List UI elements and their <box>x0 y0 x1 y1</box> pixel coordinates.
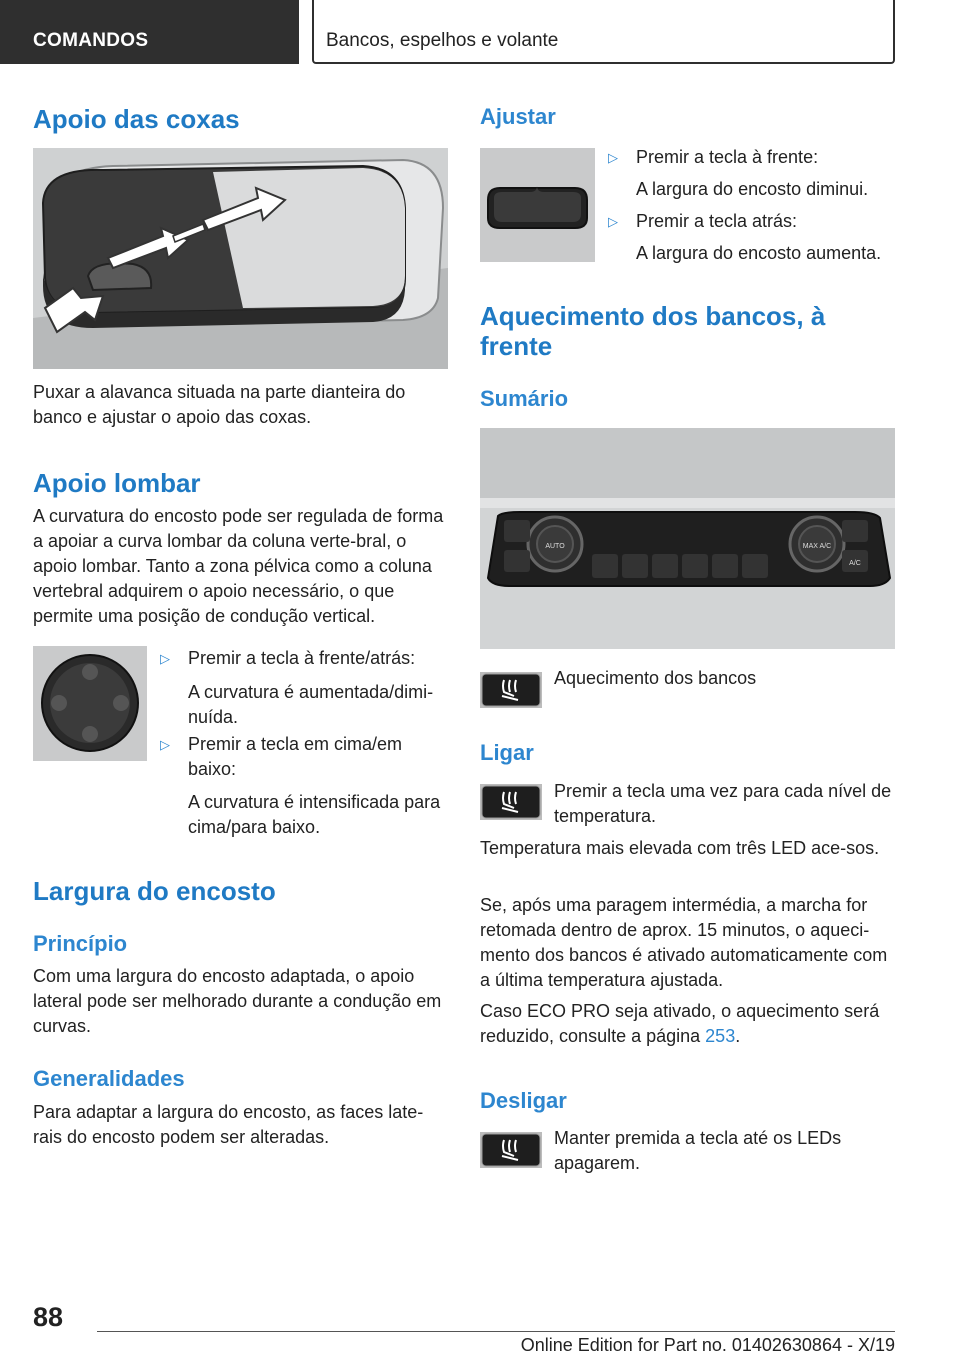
lumbar-bullet-1-detail: A curvatura é aumentada/dimi‐nuída. <box>188 682 434 727</box>
chapter-title: Bancos, espelhos e volante <box>312 0 895 64</box>
seat-heating-icon <box>480 672 542 708</box>
on-text: Premir a tecla uma vez para cada nível de temperatura. <box>554 781 892 826</box>
thigh-support-text: Puxar a alavanca situada na parte dianteira do banco e ajustar o apoio das coxas. <box>33 382 406 427</box>
panel-max-ac-label: MAX A/C <box>802 543 832 550</box>
heading-summary: Sumário <box>480 386 569 411</box>
heading-seat-heating: Aquecimento dos bancos, à frente <box>480 301 826 361</box>
triangle-bullet-icon: ▷ <box>160 651 170 666</box>
heading-lumbar: Apoio lombar <box>33 468 201 498</box>
section-tab: COMANDOS <box>0 0 299 64</box>
heading-off: Desligar <box>480 1088 567 1113</box>
page-link[interactable]: 253 <box>705 1026 736 1046</box>
triangle-bullet-icon: ▷ <box>608 214 618 229</box>
footer-edition: Online Edition for Part no. 01402630864 - X/19 <box>520 1335 895 1355</box>
seat-heating-icon <box>480 784 542 820</box>
triangle-bullet-icon: ▷ <box>608 150 618 165</box>
adjust-bullet-1-detail: A largura do encosto diminui. <box>636 179 869 199</box>
seat-heating-icon <box>480 1132 542 1168</box>
heading-adjust: Ajustar <box>480 104 556 129</box>
lumbar-bullet-2-title: Premir a tecla em cima/em baixo: <box>188 734 403 779</box>
adjust-bullet-1-title: Premir a tecla à frente: <box>636 147 819 167</box>
heading-on: Ligar <box>480 740 534 765</box>
adjust-bullet-2-title: Premir a tecla atrás: <box>636 211 798 231</box>
stop-resume-text: Se, após uma paragem intermédia, a marcha for retomada dentro de aprox. 15 minutos, o aqueci‐mento dos bancos é ativado automaticamente com a última temperatura ajustada. <box>480 895 888 990</box>
heading-general: Generalidades <box>33 1066 185 1091</box>
seat-thigh-image <box>33 148 448 369</box>
principle-text: Com uma largura do encosto adaptada, o apoio lateral pode ser melhorado durante a condução em curvas. <box>33 966 442 1036</box>
seat-heating-caption: Aquecimento dos bancos <box>554 668 757 688</box>
heading-thigh-support: Apoio das coxas <box>33 104 240 134</box>
panel-ac-label: A/C <box>849 560 861 567</box>
lumbar-button-image <box>33 646 147 761</box>
off-text: Manter premida a tecla até os LEDs apagarem. <box>554 1128 842 1173</box>
heading-backrest-width: Largura do encosto <box>33 876 276 906</box>
adjust-bullet-2-detail: A largura do encosto aumenta. <box>636 243 882 263</box>
lumbar-bullet-2-detail: A curvatura é intensificada para cima/para baixo. <box>188 792 441 837</box>
heading-principle: Princípio <box>33 931 128 956</box>
panel-auto-label: AUTO <box>545 543 565 550</box>
max-temp-text: Temperatura mais elevada com três LED ace‐sos. <box>480 838 880 858</box>
triangle-bullet-icon: ▷ <box>160 737 170 752</box>
footer-divider <box>97 1331 895 1332</box>
width-button-image <box>480 148 595 262</box>
climate-panel-image <box>480 428 895 649</box>
general-text: Para adaptar a largura do encosto, as faces late‐rais do encosto podem ser alteradas. <box>33 1102 424 1147</box>
lumbar-bullet-1-title: Premir a tecla à frente/atrás: <box>188 648 416 668</box>
lumbar-text: A curvatura do encosto pode ser regulada de forma a apoiar a curva lombar da coluna verte‐bral, o apoio lombar. Tanto a zona pélvica como a coluna vertebral adquirem o apoio necessário, o que permite uma posição de condução vertical. <box>33 506 444 626</box>
page-number: 88 <box>33 1302 64 1332</box>
eco-pro-text: Caso ECO PRO seja ativado, o aquecimento será reduzido, consulte a página 253. <box>480 1001 880 1046</box>
